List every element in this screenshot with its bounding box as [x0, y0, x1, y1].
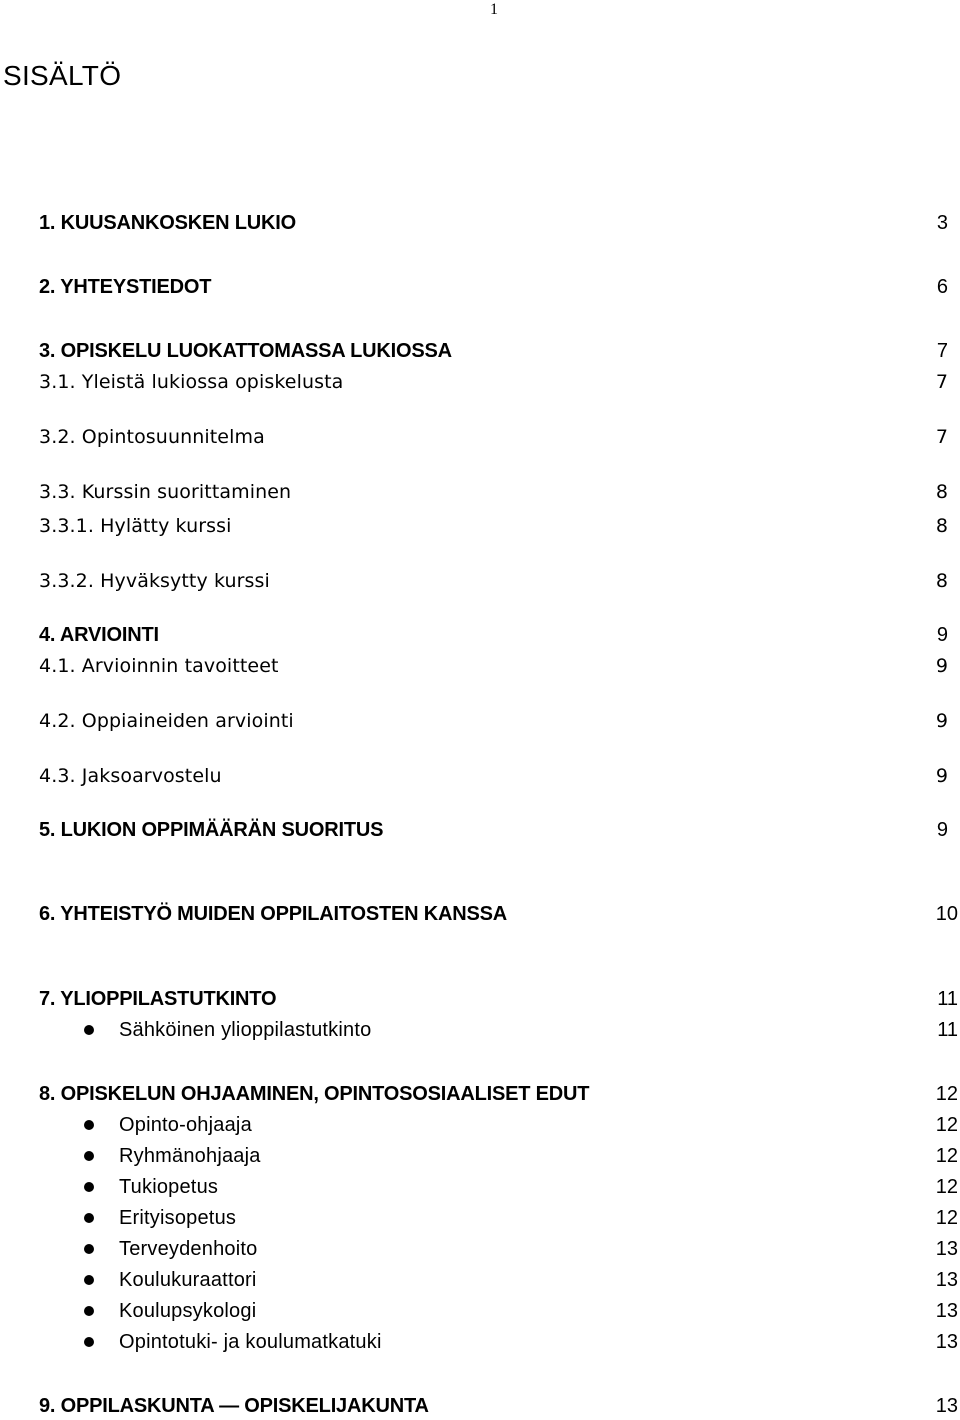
- toc-entry-page: 9: [935, 765, 948, 787]
- toc-entry-page: 8: [935, 570, 948, 592]
- bullet-icon: [84, 1151, 94, 1161]
- toc-entry-label: Koulupsykologi: [119, 1300, 257, 1322]
- toc-entry[interactable]: [0, 1266, 960, 1294]
- toc-entry-label: Terveydenhoito: [119, 1238, 258, 1260]
- bullet-icon: [84, 1213, 94, 1223]
- toc-entry[interactable]: [0, 1204, 960, 1232]
- toc-entry[interactable]: [0, 209, 960, 237]
- toc-entry[interactable]: [0, 423, 960, 451]
- toc-entry-label: 4.2. Oppiaineiden arviointi: [39, 710, 294, 732]
- toc-entry[interactable]: [0, 985, 960, 1013]
- bullet-icon: [84, 1337, 94, 1347]
- toc-entry-page: 11: [937, 988, 958, 1010]
- toc-entry-label: Ryhmänohjaaja: [119, 1145, 261, 1167]
- toc-entry-page: 3: [936, 212, 948, 234]
- toc-entry-page: 13: [935, 1238, 958, 1260]
- toc-entry-label: Erityisopetus: [119, 1207, 237, 1229]
- toc-entry[interactable]: [0, 1297, 960, 1325]
- toc-entry-page: 13: [935, 1300, 958, 1322]
- toc-entry-label: 4. ARVIOINTI: [39, 624, 159, 646]
- toc-entry-label: 2. YHTEYSTIEDOT: [39, 276, 212, 298]
- toc-entry-page: 9: [935, 655, 948, 677]
- toc-entry-label: 3.3.1. Hylätty kurssi: [39, 515, 232, 537]
- toc-entry-label: Tukiopetus: [119, 1176, 219, 1198]
- toc-entry-page: 7: [936, 340, 948, 362]
- toc-entry-label: 7. YLIOPPILASTUTKINTO: [39, 988, 277, 1010]
- toc-entry[interactable]: [0, 762, 960, 790]
- bullet-icon: [84, 1025, 94, 1035]
- toc-entry-page: 8: [935, 481, 948, 503]
- toc-entry[interactable]: [0, 816, 960, 844]
- toc-entry[interactable]: [0, 1016, 960, 1044]
- page-number: 1: [490, 1, 498, 18]
- toc-entry-label: 4.1. Arvioinnin tavoitteet: [39, 655, 279, 677]
- toc-entry-label: 9. OPPILASKUNTA — OPISKELIJAKUNTA: [39, 1395, 429, 1417]
- bullet-icon: [84, 1244, 94, 1254]
- toc-entry-label: 3. OPISKELU LUOKATTOMASSA LUKIOSSA: [39, 340, 452, 362]
- toc-entry-label: 5. LUKION OPPIMÄÄRÄN SUORITUS: [39, 819, 384, 841]
- toc-entry-page: 13: [935, 1331, 958, 1353]
- bullet-icon: [84, 1275, 94, 1285]
- bullet-icon: [84, 1120, 94, 1130]
- toc-entry-page: 7: [935, 426, 948, 448]
- bullet-icon: [84, 1182, 94, 1192]
- toc-entry[interactable]: [0, 1392, 960, 1420]
- toc-entry-page: 10: [935, 903, 958, 925]
- toc-entry[interactable]: [0, 652, 960, 680]
- toc-entry[interactable]: [0, 707, 960, 735]
- toc-title: SISÄLTÖ: [3, 60, 122, 91]
- toc-entry-label: 4.3. Jaksoarvostelu: [39, 765, 222, 787]
- toc-entry[interactable]: [0, 368, 960, 396]
- toc-entry[interactable]: [0, 1142, 960, 1170]
- toc-entry-label: Opintotuki- ja koulumatkatuki: [119, 1331, 382, 1353]
- toc-entry-label: 1. KUUSANKOSKEN LUKIO: [39, 212, 296, 234]
- toc-entry-page: 6: [936, 276, 948, 298]
- toc-entry-label: 3.2. Opintosuunnitelma: [39, 426, 265, 448]
- toc-entry[interactable]: [0, 273, 960, 301]
- toc-entry-page: 13: [935, 1269, 958, 1291]
- toc-entry[interactable]: [0, 567, 960, 595]
- toc-entry-page: 9: [936, 819, 948, 841]
- toc-entry-page: 11: [937, 1019, 958, 1041]
- toc-entry-page: 8: [935, 515, 948, 537]
- toc-entry[interactable]: [0, 512, 960, 540]
- toc-entry-label: 8. OPISKELUN OHJAAMINEN, OPINTOSOSIAALISET EDUT: [39, 1083, 590, 1105]
- toc-entry-page: 13: [935, 1395, 958, 1417]
- toc-entry-label: 6. YHTEISTYÖ MUIDEN OPPILAITOSTEN KANSSA: [39, 903, 507, 925]
- toc-entry-page: 7: [935, 371, 948, 393]
- toc-entry-label: 3.3.2. Hyväksytty kurssi: [39, 570, 270, 592]
- toc-entry[interactable]: [0, 1173, 960, 1201]
- toc-entry-label: 3.1. Yleistä lukiossa opiskelusta: [39, 371, 344, 393]
- toc-entry-label: 3.3. Kurssin suorittaminen: [39, 481, 292, 503]
- toc-entry[interactable]: [0, 1235, 960, 1263]
- toc-entry[interactable]: [0, 1080, 960, 1108]
- toc-entry-label: Koulukuraattori: [119, 1269, 257, 1291]
- toc-entry[interactable]: [0, 621, 960, 649]
- toc-entry[interactable]: [0, 1328, 960, 1356]
- bullet-icon: [84, 1306, 94, 1316]
- toc-entry-label: Sähköinen ylioppilastutkinto: [119, 1019, 372, 1041]
- toc-entry[interactable]: [0, 900, 960, 928]
- toc-entry-page: 12: [935, 1176, 958, 1198]
- toc-entry[interactable]: [0, 1111, 960, 1139]
- toc-entry-label: Opinto-ohjaaja: [119, 1114, 252, 1136]
- toc-entry-page: 12: [935, 1207, 958, 1229]
- toc-entry[interactable]: [0, 478, 960, 506]
- toc-entry-page: 9: [936, 624, 948, 646]
- toc-entry[interactable]: [0, 337, 960, 365]
- toc-entry-page: 12: [935, 1083, 958, 1105]
- toc-entry-page: 9: [935, 710, 948, 732]
- toc-entry-page: 12: [935, 1114, 958, 1136]
- toc-entry-page: 12: [935, 1145, 958, 1167]
